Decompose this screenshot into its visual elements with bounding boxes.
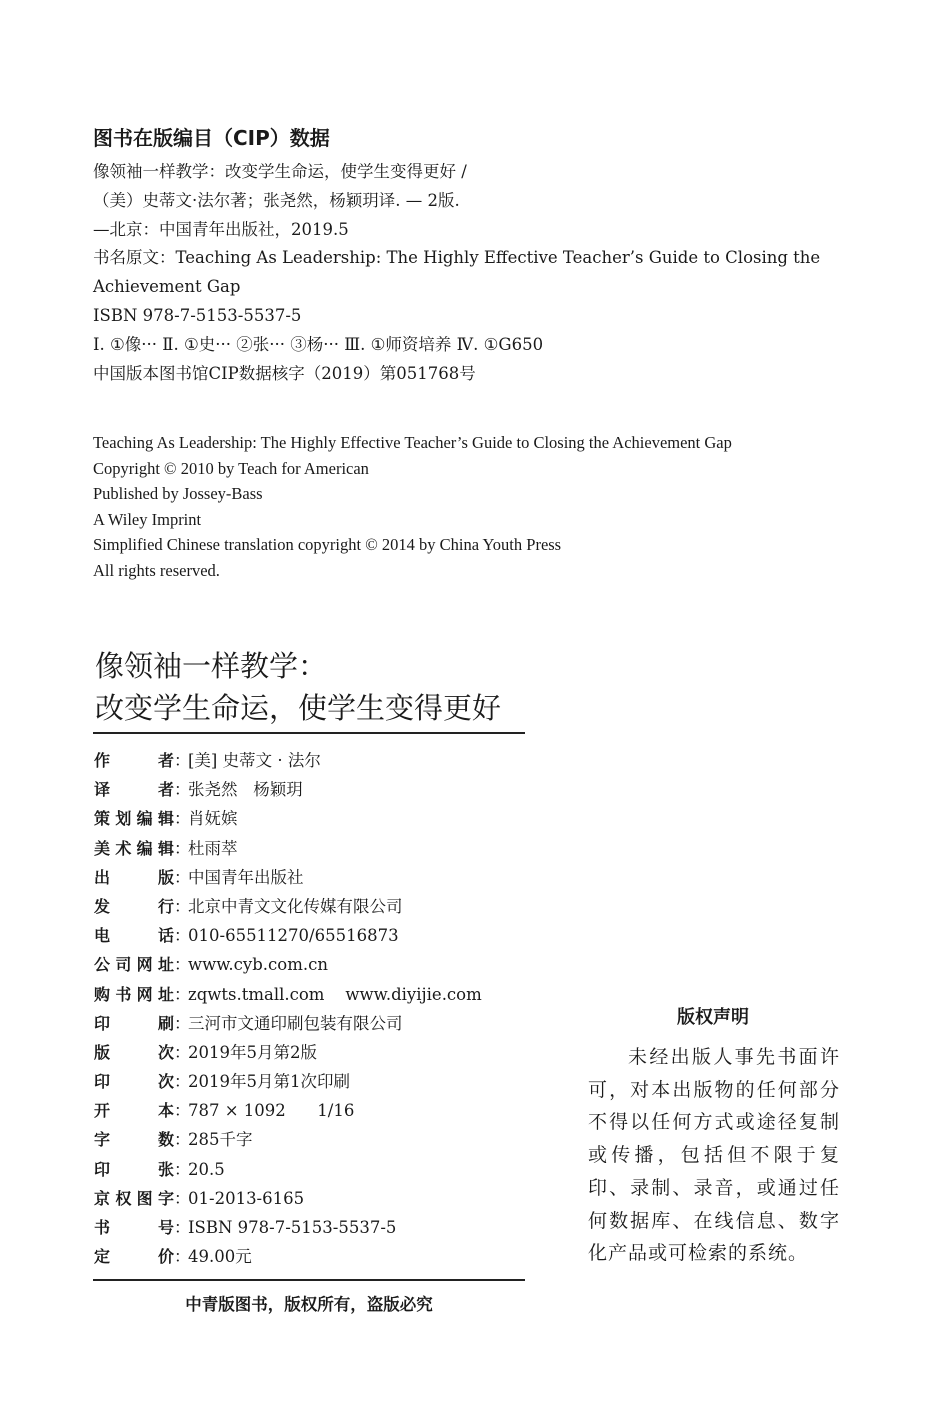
title-divider (93, 732, 525, 734)
english-copyright-block (93, 430, 732, 583)
info-row (94, 950, 482, 979)
cip-line: （美）史蒂文·法尔著；张尧然，杨颖玥译. — 2版. (93, 190, 460, 210)
cip-line: ISBN 978-7-5153-5537-5 (93, 305, 302, 325)
english-line: A Wiley Imprint (93, 509, 202, 529)
info-colon: ： (174, 867, 191, 887)
book-title (95, 645, 501, 729)
info-value: 20.5 (188, 1159, 225, 1179)
info-colon: ： (174, 1042, 191, 1062)
info-row (94, 1242, 482, 1271)
info-colon: ： (174, 1072, 191, 1092)
info-label: 印刷 (94, 1013, 174, 1033)
info-label: 书号 (94, 1218, 174, 1237)
copyright-notice-body: 未经出版人事先书面许可，对本出版物的任何部分不得以任何方式或途径复制或传播，包括但不限于复印、录制、录音，或通过任何数据库、在线信息、数字化产品或可检索的系统。 (588, 1046, 840, 1265)
english-line: All rights reserved. (93, 560, 220, 580)
copyright-notice-title: 版权声明 (677, 1007, 749, 1028)
info-row (94, 1038, 482, 1067)
info-label: 出版 (94, 867, 174, 887)
info-row (94, 834, 482, 863)
info-value: ISBN 978-7-5153-5537-5 (188, 1218, 397, 1237)
info-row (94, 1125, 482, 1154)
info-value: 张尧然 杨颖玥 (188, 780, 303, 800)
info-value: 787 × 1092 1/16 (188, 1101, 355, 1121)
info-label: 定价 (94, 1247, 174, 1267)
info-value: [美] 史蒂文 · 法尔 (188, 751, 321, 770)
book-title-line1: 像领袖一样教学： (95, 649, 328, 683)
info-colon: ： (174, 751, 191, 770)
info-value: www.cyb.com.cn (188, 955, 328, 975)
cip-line: 中国版本图书馆CIP数据核字（2019）第051768号 (93, 363, 476, 383)
info-colon: ： (174, 1159, 191, 1179)
info-colon: ： (174, 896, 191, 916)
info-colon: ： (174, 926, 191, 946)
info-value: zqwts.tmall.com www.diyijie.com (188, 984, 482, 1004)
footer-divider (93, 1279, 525, 1281)
info-colon: ： (174, 1188, 191, 1208)
english-line: Copyright © 2010 by Teach for American (93, 458, 369, 478)
cip-line: 像领袖一样教学：改变学生命运，使学生变得更好 / (93, 162, 467, 181)
info-value: 49.00元 (188, 1247, 252, 1267)
cip-block (93, 158, 820, 388)
cip-line: Ⅰ. ①像··· Ⅱ. ①史··· ②张··· ③杨··· Ⅲ. ①师资培养 Ⅳ. ①G650 (93, 334, 544, 354)
info-label: 作者 (94, 751, 174, 770)
info-row (94, 746, 482, 775)
info-label: 字数 (94, 1130, 174, 1150)
info-colon: ： (174, 838, 191, 858)
cip-title: 图书在版编目（CIP）数据 (93, 126, 330, 150)
info-value: 杜雨萃 (188, 838, 238, 858)
info-colon: ： (174, 1101, 191, 1121)
cip-line: —北京：中国青年出版社，2019.5 (93, 219, 349, 239)
english-line: Simplified Chinese translation copyright © 2014 by China Youth Press (93, 535, 562, 554)
info-row (94, 1009, 482, 1038)
info-row (94, 1213, 482, 1242)
info-label: 美术编辑 (94, 838, 174, 858)
info-value: 北京中青文文化传媒有限公司 (188, 896, 403, 916)
info-colon: ： (174, 809, 191, 829)
info-row (94, 775, 482, 804)
cip-line: Achievement Gap (93, 277, 241, 297)
cip-line: 书名原文：Teaching As Leadership: The Highly Effective Teacher’s Guide to Closing the (93, 248, 821, 268)
info-label: 印次 (94, 1072, 174, 1092)
info-label: 购书网址 (94, 984, 174, 1004)
info-label: 印张 (94, 1159, 174, 1179)
info-value: 中国青年出版社 (188, 867, 304, 887)
info-colon: ： (174, 955, 191, 975)
info-row (94, 1155, 482, 1184)
piracy-notice: 中青版图书，版权所有，盗版必究 (185, 1295, 433, 1314)
info-label: 京权图字 (94, 1188, 174, 1208)
english-line: Published by Jossey-Bass (93, 484, 263, 503)
info-row (94, 1184, 482, 1213)
info-label: 版次 (94, 1042, 174, 1062)
info-label: 开本 (94, 1101, 174, 1121)
info-row (94, 1096, 482, 1125)
info-value: 285千字 (188, 1130, 253, 1150)
info-row (94, 921, 482, 950)
info-row (94, 980, 482, 1009)
info-row (94, 863, 482, 892)
info-value: 2019年5月第1次印刷 (188, 1072, 350, 1092)
info-label: 发行 (94, 896, 174, 916)
info-colon: ： (174, 1013, 191, 1033)
info-colon: ： (174, 984, 191, 1004)
info-value: 010-65511270/65516873 (188, 926, 399, 946)
info-row (94, 1067, 482, 1096)
info-row (94, 892, 482, 921)
info-label: 策划编辑 (94, 809, 174, 829)
info-value: 2019年5月第2版 (188, 1042, 317, 1062)
info-value: 三河市文通印刷包装有限公司 (188, 1013, 403, 1033)
info-colon: ： (174, 1130, 191, 1150)
info-value: 01-2013-6165 (188, 1188, 305, 1208)
info-label: 公司网址 (94, 955, 174, 975)
info-value: 肖妩嫔 (188, 809, 238, 829)
book-title-line2: 改变学生命运，使学生变得更好 (95, 691, 502, 725)
info-label: 电话 (94, 926, 174, 946)
publication-info-block (94, 746, 482, 1271)
info-colon: ： (174, 1247, 191, 1267)
info-colon: ： (174, 780, 191, 800)
info-colon: ： (174, 1218, 191, 1237)
info-label: 译者 (94, 780, 174, 800)
english-line: Teaching As Leadership: The Highly Effective Teacher’s Guide to Closing the Achievement Gap (93, 433, 732, 452)
info-row (94, 804, 482, 833)
